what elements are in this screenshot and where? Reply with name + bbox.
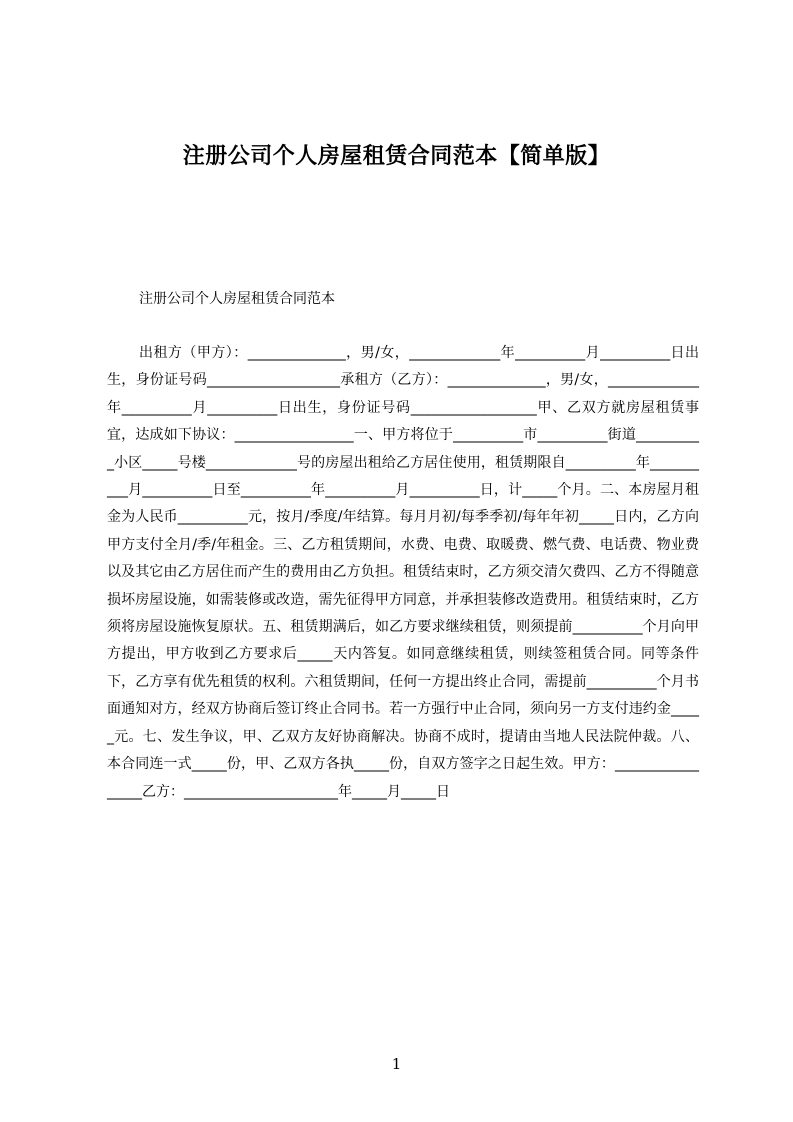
page-number: 1 xyxy=(391,1055,402,1073)
contract-body-text: 出租方（甲方）：______________，男/女，_____________年__________月__________日出生，身份证号码___________________承租方（乙方）：______________，男/女，_____________年__________月__________日出生，身份证号码__________________甲、乙双方就房屋租赁事宜，达成如下协议：_________________一、甲方将位于__________市__________街道__________小区_____号楼_____________号的房屋出租给乙方居住使用，租赁期限自__________年__________月__________日至__________年__________月__________日，计_____个月。二、本房屋月租金为人民币__________元，按月/季度/年结算。每月月初/每季季初/每年年初_____日内，乙方向甲方支付全月/季/年租金。三、乙方租赁期间，水费、电费、取暖费、燃气费、电话费、物业费以及其它由乙方居住而产生的费用由乙方负担。租赁结束时，乙方须交清欠费四、乙方不得随意损坏房屋设施，如需装修或改造，需先征得甲方同意，并承担装修改造费用。租赁结束时，乙方须将房屋设施恢复原状。五、租赁期满后，如乙方要求继续租赁，则须提前__________个月向甲方提出，甲方收到乙方要求后_____天内答复。如同意继续租赁，则续签租赁合同。同等条件下，乙方享有优先租赁的权利。六租赁期间，任何一方提出终止合同，需提前__________个月书面通知对方，经双方协商后签订终止合同书。若一方强行中止合同，须向另一方支付违约金_____元。七、发生争议，甲、乙双方友好协商解决。协商不成时，提请由当地人民法院仲裁。八、本合同连一式_____份，甲、乙双方各执_____份，自双方签字之日起生效。甲方：_________________乙方：______________________年_____月_____日 xyxy=(107,345,699,800)
page-title: 注册公司个人房屋租赁合同范本【简单版】 xyxy=(182,144,611,169)
document-subtitle: 注册公司个人房屋租赁合同范本 xyxy=(139,291,335,307)
